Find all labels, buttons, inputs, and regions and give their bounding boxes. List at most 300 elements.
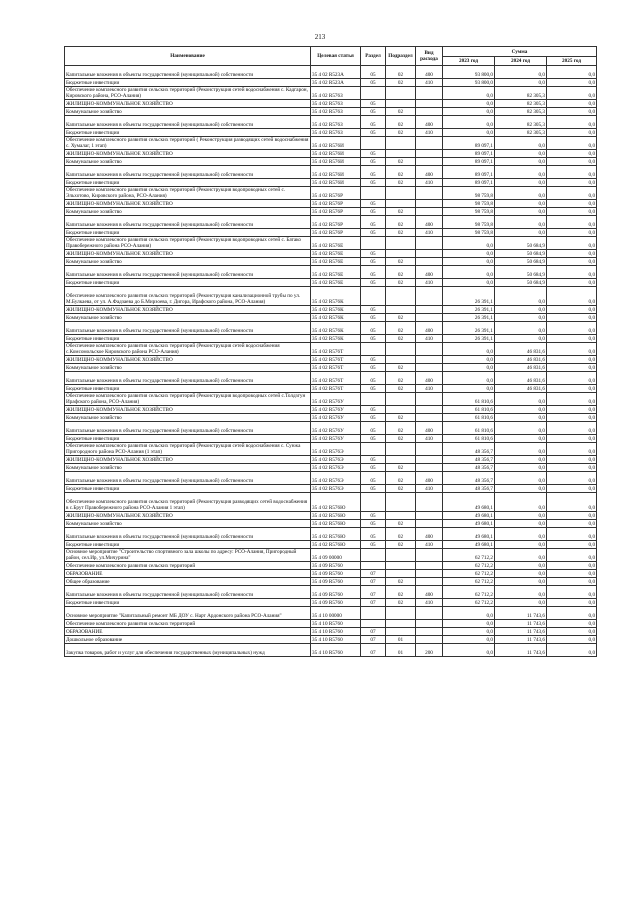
cell-name: ЖИЛИЩНО-КОММУНАЛЬНОЕ ХОЗЯЙСТВО — [65, 200, 311, 208]
cell-2024: 46 831,6 — [495, 372, 547, 385]
cell-2024: 11 743,6 — [495, 607, 547, 620]
cell-section — [361, 87, 386, 100]
cell-expense-type — [416, 464, 443, 472]
cell-subsection — [386, 493, 416, 512]
cell-2024: 50 684,9 — [495, 237, 547, 250]
cell-name: ЖИЛИЩНО-КОММУНАЛЬНОЕ ХОЗЯЙСТВО — [65, 512, 311, 520]
cell-article: 35 4 02 R576З — [311, 116, 361, 129]
cell-2023: 26 391,1 — [443, 306, 495, 314]
cell-article: 35 4 02 R576К — [311, 287, 361, 306]
cell-2025: 0,0 — [547, 464, 597, 472]
cell-2025: 0,0 — [547, 512, 597, 520]
cell-2025: 0,0 — [547, 87, 597, 100]
cell-name: Бюджетные инвестиции — [65, 79, 311, 87]
cell-expense-type: 410 — [416, 485, 443, 493]
cell-section: 05 — [361, 364, 386, 372]
cell-2024: 0,0 — [495, 578, 547, 586]
cell-expense-type — [416, 406, 443, 414]
cell-2025: 0,0 — [547, 485, 597, 493]
cell-article: 35 4 02 R576Р — [311, 229, 361, 237]
cell-2024: 0,0 — [495, 485, 547, 493]
cell-section: 05 — [361, 435, 386, 443]
cell-section: 07 — [361, 570, 386, 578]
cell-2023: 49 680,1 — [443, 512, 495, 520]
cell-subsection: 02 — [386, 414, 416, 422]
cell-2023: 0,0 — [443, 279, 495, 287]
cell-2024: 46 831,6 — [495, 364, 547, 372]
cell-article: 35 4 02 R576З — [311, 129, 361, 137]
table-row — [65, 314, 597, 322]
cell-2025: 0,0 — [547, 422, 597, 435]
cell-subsection: 02 — [386, 314, 416, 322]
cell-2025: 0,0 — [547, 385, 597, 393]
cell-subsection: 02 — [386, 435, 416, 443]
cell-section: 05 — [361, 322, 386, 335]
cell-section: 05 — [361, 229, 386, 237]
cell-2024: 82 305,3 — [495, 108, 547, 116]
cell-subsection: 02 — [386, 266, 416, 279]
cell-article: 35 4 02 R576К — [311, 322, 361, 335]
cell-2025: 0,0 — [547, 393, 597, 406]
cell-section: 05 — [361, 414, 386, 422]
cell-article: 35 4 02 R576У — [311, 393, 361, 406]
cell-section: 05 — [361, 129, 386, 137]
cell-section: 05 — [361, 216, 386, 229]
cell-expense-type — [416, 570, 443, 578]
cell-expense-type: 400 — [416, 372, 443, 385]
cell-section: 05 — [361, 208, 386, 216]
table-row — [65, 322, 597, 335]
table-row — [65, 266, 597, 279]
cell-subsection — [386, 187, 416, 200]
cell-article: 35 4 02 R576И — [311, 150, 361, 158]
cell-expense-type — [416, 443, 443, 456]
cell-2025: 0,0 — [547, 599, 597, 607]
cell-2025: 0,0 — [547, 414, 597, 422]
cell-2023: 48 356,7 — [443, 464, 495, 472]
cell-2024: 82 305,3 — [495, 129, 547, 137]
header-year-2025: 2025 год — [547, 57, 597, 66]
cell-section: 05 — [361, 520, 386, 528]
cell-2023: 61 810,6 — [443, 414, 495, 422]
header-name: Наименование — [65, 47, 311, 66]
cell-name: Коммунальное хозяйство — [65, 314, 311, 322]
cell-subsection: 02 — [386, 586, 416, 599]
cell-article: 35 4 02 R576К — [311, 314, 361, 322]
table-row — [65, 464, 597, 472]
table-row — [65, 287, 597, 306]
cell-section: 07 — [361, 599, 386, 607]
table-row — [65, 620, 597, 628]
cell-article: 35 4 10 R5760 — [311, 620, 361, 628]
cell-2025: 0,0 — [547, 266, 597, 279]
cell-expense-type: 410 — [416, 599, 443, 607]
table-row — [65, 644, 597, 657]
cell-subsection: 02 — [386, 541, 416, 549]
cell-2023: 98 759,8 — [443, 208, 495, 216]
cell-name: Коммунальное хозяйство — [65, 464, 311, 472]
cell-expense-type — [416, 562, 443, 570]
cell-section — [361, 493, 386, 512]
cell-expense-type: 400 — [416, 528, 443, 541]
cell-article: 35 4 02 R576Т — [311, 372, 361, 385]
table-row — [65, 229, 597, 237]
cell-expense-type: 400 — [416, 266, 443, 279]
cell-2025: 0,0 — [547, 287, 597, 306]
table-row — [65, 393, 597, 406]
cell-2025: 0,0 — [547, 237, 597, 250]
cell-2023: 0,0 — [443, 266, 495, 279]
table-row — [65, 250, 597, 258]
table-row — [65, 216, 597, 229]
cell-name: Обеспечение комплексного развития сельских территорий (Реконструкция разводящих сетей водоснабжения в с.Брут Правобережного района РСО-Алания 1 этап) — [65, 493, 311, 512]
cell-2023: 89 097,1 — [443, 158, 495, 166]
cell-name: Капитальные вложения в объекты государственной (муниципальной) собственности — [65, 66, 311, 79]
table-row — [65, 356, 597, 364]
cell-2025: 0,0 — [547, 100, 597, 108]
cell-2023: 0,0 — [443, 343, 495, 356]
cell-2023: 49 680,1 — [443, 541, 495, 549]
table-row — [65, 372, 597, 385]
cell-name: Капитальные вложения в объекты государственной (муниципальной) собственности — [65, 166, 311, 179]
cell-section — [361, 620, 386, 628]
header-sum: Сумма — [443, 47, 597, 57]
cell-2023: 0,0 — [443, 628, 495, 636]
cell-subsection — [386, 237, 416, 250]
cell-2023: 0,0 — [443, 364, 495, 372]
cell-name: Обеспечение комплексного развития сельских территорий (Реконструкция водопроводных сетей с. Эльхотово, Кировского района, РСО-Алания) — [65, 187, 311, 200]
cell-2025: 0,0 — [547, 158, 597, 166]
cell-name: Коммунальное хозяйство — [65, 258, 311, 266]
cell-subsection — [386, 549, 416, 562]
cell-article: 35 4 09 R5760 — [311, 578, 361, 586]
cell-expense-type — [416, 512, 443, 520]
cell-2025: 0,0 — [547, 570, 597, 578]
cell-article: 35 4 02 R576У — [311, 414, 361, 422]
cell-2023: 62 712,2 — [443, 586, 495, 599]
cell-2025: 0,0 — [547, 372, 597, 385]
cell-expense-type — [416, 187, 443, 200]
cell-article: 35 4 02 R576Ю — [311, 528, 361, 541]
cell-2024: 50 684,9 — [495, 258, 547, 266]
cell-article: 35 4 02 R576Е — [311, 258, 361, 266]
cell-name: Бюджетные инвестиции — [65, 385, 311, 393]
cell-name: Обеспечение комплексного развития сельских территорий (Реконструкция канализационной трубы по ул. М.Булкаева, от ул. А.Фадзаева до Б.Мирзоева, г. Дигора, Ирафского района, РСО-Алания) — [65, 287, 311, 306]
cell-2023: 61 810,6 — [443, 393, 495, 406]
cell-expense-type — [416, 108, 443, 116]
cell-subsection: 02 — [386, 472, 416, 485]
cell-article: 35 4 09 R5760 — [311, 599, 361, 607]
cell-2025: 0,0 — [547, 493, 597, 512]
cell-subsection — [386, 512, 416, 520]
cell-2024: 0,0 — [495, 456, 547, 464]
cell-2023: 26 391,1 — [443, 314, 495, 322]
cell-name: ЖИЛИЩНО-КОММУНАЛЬНОЕ ХОЗЯЙСТВО — [65, 456, 311, 464]
cell-2024: 50 684,9 — [495, 279, 547, 287]
cell-2023: 98 759,8 — [443, 187, 495, 200]
cell-2023: 89 097,1 — [443, 137, 495, 150]
cell-section: 05 — [361, 79, 386, 87]
table-row — [65, 87, 597, 100]
cell-expense-type: 400 — [416, 216, 443, 229]
table-row — [65, 599, 597, 607]
cell-2023: 89 097,1 — [443, 179, 495, 187]
cell-2024: 0,0 — [495, 528, 547, 541]
cell-article: 35 4 02 R576Ю — [311, 520, 361, 528]
cell-section: 05 — [361, 464, 386, 472]
cell-expense-type — [416, 493, 443, 512]
cell-name: Обеспечение комплексного развития сельских территорий (Реконструкция сетей водоснабжения с. Кадгарон, Кировского района, РСО-Алания) — [65, 87, 311, 100]
cell-expense-type — [416, 393, 443, 406]
cell-expense-type — [416, 258, 443, 266]
cell-2023: 0,0 — [443, 116, 495, 129]
cell-name: Бюджетные инвестиции — [65, 485, 311, 493]
cell-2024: 0,0 — [495, 158, 547, 166]
cell-article: 35 4 10 00000 — [311, 607, 361, 620]
cell-2024: 0,0 — [495, 472, 547, 485]
cell-article: 35 4 02 R576У — [311, 422, 361, 435]
table-row — [65, 586, 597, 599]
cell-section: 05 — [361, 258, 386, 266]
cell-subsection — [386, 150, 416, 158]
cell-subsection — [386, 100, 416, 108]
cell-2024: 0,0 — [495, 322, 547, 335]
table-row — [65, 258, 597, 266]
cell-2025: 0,0 — [547, 644, 597, 657]
cell-2023: 0,0 — [443, 607, 495, 620]
cell-2023: 61 810,6 — [443, 422, 495, 435]
cell-section: 07 — [361, 586, 386, 599]
cell-name: Обеспечение комплексного развития сельских территорий (Реконструкция сетей водоснабжения с. Сунжа Пригородного района РСО-Алания (1 этап) — [65, 443, 311, 456]
cell-2025: 0,0 — [547, 116, 597, 129]
cell-article: 35 4 02 R576З — [311, 100, 361, 108]
cell-2024: 0,0 — [495, 562, 547, 570]
cell-2024: 82 305,3 — [495, 87, 547, 100]
cell-section: 05 — [361, 66, 386, 79]
cell-2025: 0,0 — [547, 208, 597, 216]
cell-subsection: 02 — [386, 485, 416, 493]
cell-2025: 0,0 — [547, 620, 597, 628]
cell-expense-type: 200 — [416, 644, 443, 657]
cell-article: 35 4 02 R576Р — [311, 200, 361, 208]
cell-2023: 89 097,1 — [443, 150, 495, 158]
table-row — [65, 422, 597, 435]
cell-subsection: 02 — [386, 464, 416, 472]
cell-section: 07 — [361, 636, 386, 644]
cell-subsection: 01 — [386, 644, 416, 657]
table-row — [65, 129, 597, 137]
cell-article: 35 4 02 R576К — [311, 335, 361, 343]
table-row — [65, 578, 597, 586]
cell-expense-type — [416, 343, 443, 356]
cell-section — [361, 343, 386, 356]
table-row — [65, 179, 597, 187]
table-row — [65, 158, 597, 166]
cell-subsection: 02 — [386, 372, 416, 385]
cell-expense-type: 410 — [416, 541, 443, 549]
cell-section: 05 — [361, 250, 386, 258]
cell-2025: 0,0 — [547, 472, 597, 485]
cell-2024: 0,0 — [495, 229, 547, 237]
cell-subsection — [386, 287, 416, 306]
cell-2024: 50 684,9 — [495, 250, 547, 258]
cell-name: Обеспечение комплексного развития сельских территорий (Реконструкция сетей водоснабжения с.Комсомольское Кировского района РСО-Алания) — [65, 343, 311, 356]
cell-article: 35 4 09 R5760 — [311, 586, 361, 599]
table-row — [65, 607, 597, 620]
cell-2025: 0,0 — [547, 166, 597, 179]
cell-expense-type: 410 — [416, 229, 443, 237]
cell-2024: 0,0 — [495, 464, 547, 472]
cell-expense-type — [416, 356, 443, 364]
cell-section: 05 — [361, 485, 386, 493]
cell-name: Основное мероприятие "Капитальный ремонт МБ ДОУ с. Нарт Ардонского района РСО-Алания" — [65, 607, 311, 620]
header-year-2023: 2023 год — [443, 57, 495, 66]
cell-2023: 0,0 — [443, 237, 495, 250]
cell-article: 35 4 09 00000 — [311, 549, 361, 562]
cell-2025: 0,0 — [547, 335, 597, 343]
cell-subsection: 02 — [386, 229, 416, 237]
cell-2025: 0,0 — [547, 200, 597, 208]
cell-subsection: 02 — [386, 520, 416, 528]
cell-expense-type: 400 — [416, 422, 443, 435]
cell-2023: 93 800,0 — [443, 66, 495, 79]
cell-expense-type — [416, 636, 443, 644]
cell-section: 05 — [361, 100, 386, 108]
cell-name: Обеспечение комплексного развития сельских территорий ( Реконструкция разводящих сетей водоснабжения с. Хумалаг, 1 этап) — [65, 137, 311, 150]
cell-subsection — [386, 443, 416, 456]
cell-2025: 0,0 — [547, 562, 597, 570]
cell-section: 05 — [361, 179, 386, 187]
cell-section: 05 — [361, 372, 386, 385]
cell-subsection: 02 — [386, 158, 416, 166]
cell-expense-type — [416, 100, 443, 108]
table-row — [65, 435, 597, 443]
cell-2024: 0,0 — [495, 187, 547, 200]
cell-2024: 46 831,6 — [495, 356, 547, 364]
cell-2024: 0,0 — [495, 150, 547, 158]
cell-2024: 50 684,9 — [495, 266, 547, 279]
cell-subsection: 02 — [386, 335, 416, 343]
table-row — [65, 306, 597, 314]
header-subsection: Подраздел — [386, 47, 416, 66]
cell-2023: 62 712,2 — [443, 578, 495, 586]
cell-2025: 0,0 — [547, 628, 597, 636]
cell-2024: 0,0 — [495, 393, 547, 406]
cell-article: 35 4 02 R576Ю — [311, 512, 361, 520]
cell-section — [361, 287, 386, 306]
cell-subsection: 02 — [386, 129, 416, 137]
table-row — [65, 443, 597, 456]
table-row — [65, 512, 597, 520]
table-row — [65, 108, 597, 116]
cell-subsection: 02 — [386, 578, 416, 586]
cell-section: 05 — [361, 335, 386, 343]
cell-article: 35 4 02 R576Р — [311, 208, 361, 216]
cell-section — [361, 443, 386, 456]
cell-subsection — [386, 393, 416, 406]
cell-section: 05 — [361, 200, 386, 208]
cell-2023: 62 712,2 — [443, 599, 495, 607]
table-row — [65, 137, 597, 150]
cell-subsection: 02 — [386, 216, 416, 229]
cell-section: 05 — [361, 306, 386, 314]
table-row — [65, 570, 597, 578]
cell-section: 05 — [361, 279, 386, 287]
cell-name: Капитальные вложения в объекты государственной (муниципальной) собственности — [65, 322, 311, 335]
table-row — [65, 549, 597, 562]
cell-article: 35 4 02 R576Э — [311, 443, 361, 456]
cell-expense-type: 410 — [416, 79, 443, 87]
cell-expense-type — [416, 520, 443, 528]
table-row — [65, 485, 597, 493]
cell-expense-type: 400 — [416, 586, 443, 599]
header-expense-type: Вид расхода — [416, 47, 443, 66]
cell-2024: 11 743,6 — [495, 628, 547, 636]
cell-2024: 11 743,6 — [495, 644, 547, 657]
cell-section: 05 — [361, 150, 386, 158]
cell-2025: 0,0 — [547, 364, 597, 372]
cell-section: 05 — [361, 166, 386, 179]
table-row — [65, 364, 597, 372]
cell-2024: 82 305,3 — [495, 100, 547, 108]
cell-2025: 0,0 — [547, 129, 597, 137]
cell-section: 05 — [361, 314, 386, 322]
cell-2025: 0,0 — [547, 586, 597, 599]
cell-section: 07 — [361, 578, 386, 586]
cell-expense-type: 400 — [416, 166, 443, 179]
cell-subsection: 01 — [386, 636, 416, 644]
table-row — [65, 166, 597, 179]
cell-2024: 0,0 — [495, 541, 547, 549]
cell-expense-type — [416, 208, 443, 216]
table-row — [65, 200, 597, 208]
cell-2023: 0,0 — [443, 372, 495, 385]
cell-subsection: 02 — [386, 422, 416, 435]
cell-subsection — [386, 406, 416, 414]
cell-subsection — [386, 562, 416, 570]
cell-expense-type — [416, 200, 443, 208]
table-row — [65, 493, 597, 512]
cell-name: Коммунальное хозяйство — [65, 208, 311, 216]
cell-subsection: 02 — [386, 385, 416, 393]
page-number: 213 — [314, 33, 326, 41]
cell-section: 05 — [361, 356, 386, 364]
cell-article: 35 4 02 R576Е — [311, 250, 361, 258]
cell-article: 35 4 02 R576Р — [311, 216, 361, 229]
cell-2023: 89 097,1 — [443, 166, 495, 179]
cell-subsection: 02 — [386, 599, 416, 607]
cell-2025: 0,0 — [547, 549, 597, 562]
cell-2023: 48 356,7 — [443, 456, 495, 464]
cell-2024: 0,0 — [495, 512, 547, 520]
cell-2025: 0,0 — [547, 216, 597, 229]
cell-subsection — [386, 87, 416, 100]
cell-2025: 0,0 — [547, 343, 597, 356]
cell-expense-type — [416, 137, 443, 150]
cell-section — [361, 607, 386, 620]
cell-2024: 0,0 — [495, 586, 547, 599]
cell-2023: 48 356,7 — [443, 472, 495, 485]
cell-2025: 0,0 — [547, 578, 597, 586]
cell-subsection: 02 — [386, 364, 416, 372]
table-row — [65, 66, 597, 79]
cell-2024: 0,0 — [495, 216, 547, 229]
cell-2023: 98 759,8 — [443, 229, 495, 237]
cell-2023: 26 391,1 — [443, 287, 495, 306]
cell-article: 35 4 02 R523A — [311, 79, 361, 87]
cell-subsection: 02 — [386, 279, 416, 287]
table-row — [65, 343, 597, 356]
